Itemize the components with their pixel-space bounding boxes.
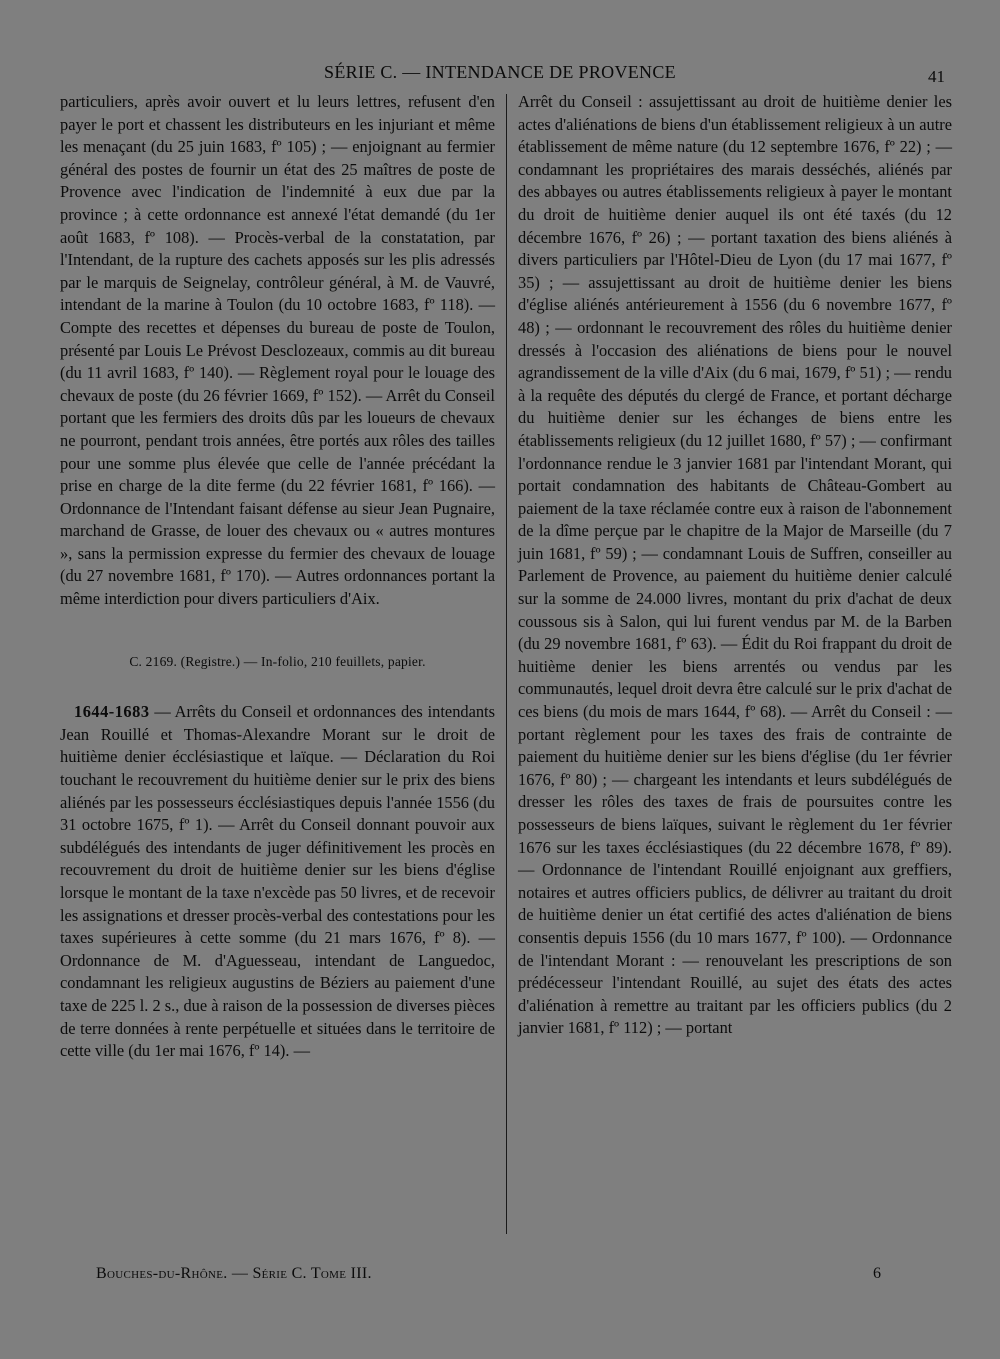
right-paragraph: Arrêt du Conseil : assujettissant au droit de huitième denier les actes d'aliénations de biens d'un établissement religieux à un autre établissement de même nature (du 12 septembre 1676, fº 22) ; — condamnant les propriétaires des marais desséchés, aliénés par des abbayes ou autres établissements religieux à payer le montant du droit de huitième denier auquel ils ont été taxés (du 12 décembre 1676, fº 26) ; — portant taxation des biens aliénés à divers particuliers par l'Hôtel-Dieu de Lyon (du 17 mai 1677, fº 35) ; — assujettissant au droit de huitième denier les biens d'église aliénés antérieurement à 1556 (du 6 novembre 1677, fº 48) ; — ordonnant le recouvrement des rôles du huitième denier dressés à l'occasion des aliénations de biens pour le nouvel agrandissement de la ville d'Aix (du 6 mai, 1679, fº 51) ; — rendu à la requête des députés du clergé de France, et portant décharge du huitième denier sur les échanges de biens entre les établissements religieux (du 12 juillet 1680, fº 57) ; — confirmant l'ordonnance rendue le 3 janvier 1681 par l'intendant Morant, qui portait condamnation des habitants de Château-Gombert au paiement de la taxe réclamée contre eux à raison de l'abonnement de la dîme perçue par le chapitre de la Major de Marseille (du 7 juin 1681, fº 59) ; — condamnant Louis de Suffren, conseiller au Parlement de Provence, au paiement du huitième denier calculé sur la somme de 24.000 livres, montant du prix d'achat de deux coussous sis à Salon, qui lui furent vendus par M. de la Barben (du 29 novembre 1681, fº 63). — Édit du Roi frappant du droit de huitième denier les biens arrentés ou vendus par les communautés, lequel droit devra être calculé sur le prix d'achat de ces biens (du mois de mars 1644, fº 68). — Arrêt du Conseil : — portant règlement pour les taxes des frais de contrainte de paiement du huitième denier sur les biens d'église (du 1er février 1676, fº 80) ; — chargeant les intendants et leurs subdélégués de dresser les rôles des taxes de frais de poursuites contre les possesseurs de biens laïques, suivant le règlement du 1er février 1676 sur les taxes écclésiastiques (du 22 décembre 1678, fº 89). — Ordonnance de l'intendant Rouillé enjoignant aux greffiers, notaires et autres officiers publics, de délivrer au traitant du droit de huitième denier un état certifié des actes d'aliénation de biens consentis depuis 1556 (du 10 mars 1677, fº 100). — Ordonnance de l'intendant Morant : — renouvelant les prescriptions de son prédécesseur l'intendant Rouillé, au sujet des états des actes d'aliénation à remettre au traitant par les officiers publics (du 2 janvier 1681, fº 112) ; — portant bbox=[518, 92, 952, 1038]
right-column bbox=[518, 91, 952, 1040]
left-paragraph-2 bbox=[60, 701, 495, 1063]
left-column bbox=[60, 91, 495, 1063]
left-paragraph-1: particuliers, après avoir ouvert et lu leurs lettres, refusent d'en payer le port et chassent les distributeurs en les injuriant et même les menaçant (du 25 juin 1683, fº 105) ; — enjoignant au fermier général des postes de fournir un état des 25 maîtres de poste de Provence avec l'indication de l'indemnité à eux due par la province ; à cette ordonnance est annexé l'état demandé (du 1er août 1683, fº 108). — Procès-verbal de la constatation, par l'Intendant, de la rupture des cachets apposés sur les plis adressés par le marquis de Seignelay, contrôleur général, à M. de Vauvré, intendant de la marine à Toulon (du 10 octobre 1683, fº 118). — Compte des recettes et dépenses du bureau de poste de Toulon, présenté par Louis Le Prévost Desclozeaux, commis au dit bureau (du 11 avril 1683, fº 140). — Règlement royal pour le louage des chevaux de poste (du 26 février 1669, fº 152). — Arrêt du Conseil portant que les fermiers des droits dûs par les loueurs de chevaux ne pourront, pendant trois années, être portés aux rôles des tailles pour une somme plus élevée que celle de l'année précédant la prise en charge de la dite ferme (du 22 février 1681, fº 166). — Ordonnance de l'Intendant faisant défense au sieur Jean Pugnaire, marchand de Grasse, de louer des chevaux ou « autres montures », sans la permission expresse du fermier des chevaux de louage (du 27 novembre 1681, fº 170). — Autres ordonnances portant la même interdiction pour divers particuliers d'Aix. bbox=[60, 92, 495, 609]
footer-signature-number: 6 bbox=[873, 1265, 881, 1282]
page-number: 41 bbox=[928, 67, 945, 86]
column-divider bbox=[506, 94, 507, 1234]
record-description: C. 2169. (Registre.) — In-folio, 210 feuillets, papier. bbox=[129, 653, 426, 669]
running-header: SÉRIE C. — INTENDANCE DE PROVENCE bbox=[324, 62, 676, 82]
date-range: 1644-1683 bbox=[74, 702, 150, 722]
left-paragraph-2-text: — Arrêts du Conseil et ordonnances des intendants Jean Rouillé et Thomas-Alexandre Morant sur le droit de huitième denier écclésiastique et laïque. — Déclaration du Roi touchant le recouvrement du huitième denier sur le prix des biens aliénés par les possesseurs écclésiastiques depuis l'année 1556 (du 31 octobre 1675, fº 1). — Arrêt du Conseil donnant pouvoir aux subdélégués des intendants de juger définitivement les procès en recouvrement du droit de huitième denier sur les biens d'église lorsque le montant de la taxe n'excède pas 50 livres, et de recevoir les assignations et dresser procès-verbal des contestations pour les taxes supérieures à cette somme (du 21 mars 1676, fº 8). — Ordonnance de M. d'Aguesseau, intendant de Languedoc, condamnant les religieux augustins de Béziers au paiement d'une taxe de 225 l. 2 s., due à raison de la possession de diverses pièces de terre données à rente perpétuelle et situées dans le territoire de cette ville (du 1er mai 1676, fº 14). — bbox=[60, 702, 495, 1061]
footer-collection-label: Bouches-du-Rhône. — Série C. Tome III. bbox=[96, 1265, 372, 1282]
